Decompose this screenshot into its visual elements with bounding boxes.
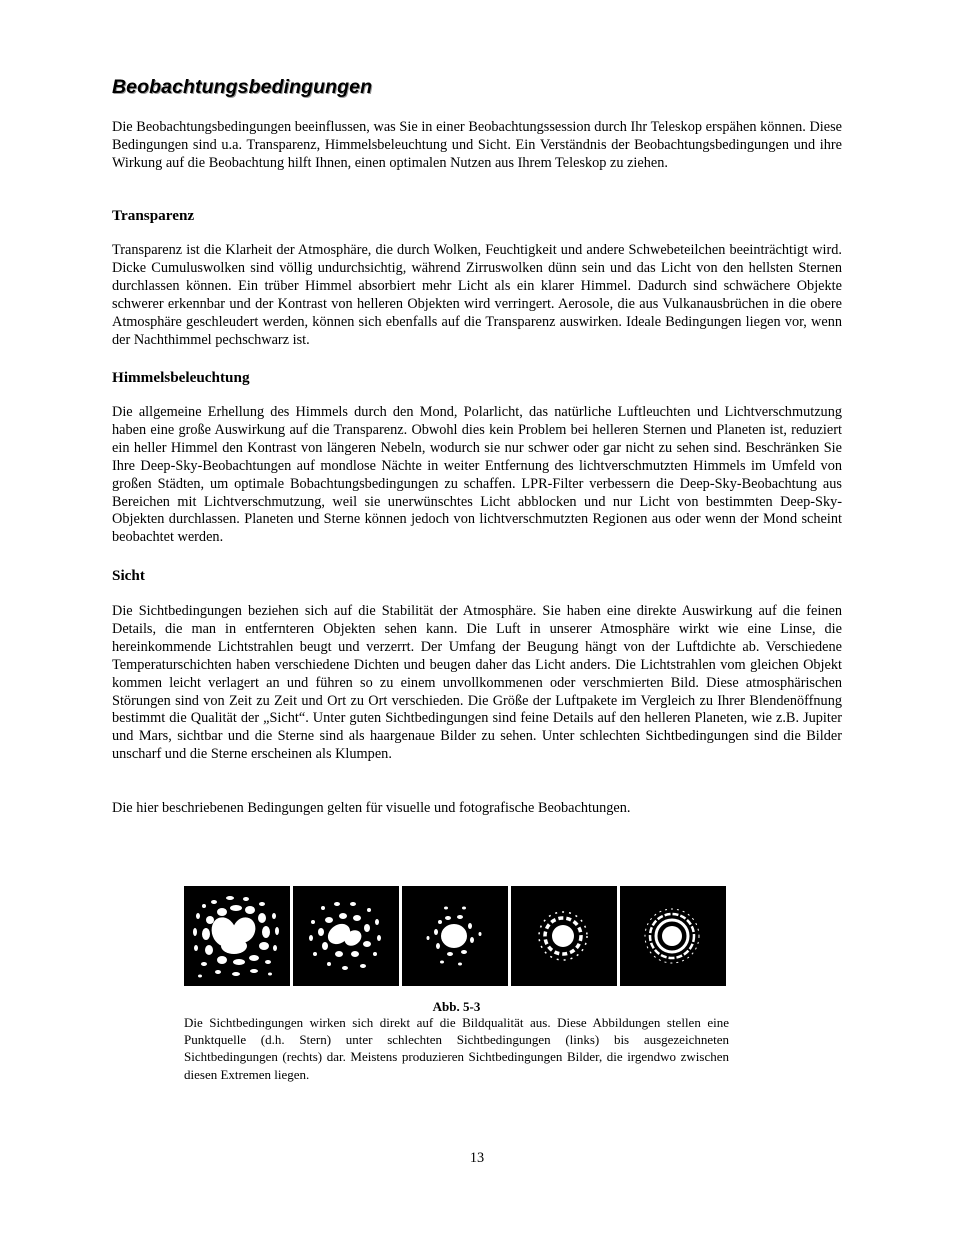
star-image-good-seeing-icon	[511, 886, 617, 986]
section-heading-sicht: Sicht	[112, 567, 145, 584]
seeing-figure	[184, 886, 726, 988]
closing-paragraph: Die hier beschriebenen Bedingungen gelten für visuelle und fotografische Beobachtungen.	[112, 800, 631, 816]
intro-paragraph: Die Beobachtungsbedingungen beeinflussen, was Sie in einer Beobachtungssession durch Ihr Teleskop erspähen können. Diese Bedingungen sind u.a. Transparenz, Himmelsbeleuchtung und Sicht. Ein Verständnis der Beobachtungsbedingungen und ihre Wirkung auf die Beobachtung hilft Ihnen, einen optimalen Nutzen aus Ihrem Teleskop zu ziehen.	[112, 119, 842, 171]
poor-seeing-svg	[184, 886, 290, 986]
good-seeing-svg	[511, 886, 617, 986]
star-image-excellent-seeing-icon	[620, 886, 726, 986]
figure-caption: Die Sichtbedingungen wirken sich direkt auf die Bildqualität aus. Diese Abbildungen stellen eine Punktquelle (d.h. Stern) unter schlechten Sichtbedingungen (links) bis ausgezeichneten Sichtbedingungen (rechts) dar. Meistens produzieren Sichtbedingungen Bilder, die irgendwo zwischen diesen Extremen liegen.	[184, 1015, 729, 1082]
page-number: 13	[469, 1150, 485, 1166]
figure-label: Abb. 5-3	[432, 999, 481, 1014]
bad-seeing-svg	[293, 886, 399, 986]
star-image-bad-seeing-icon	[293, 886, 399, 986]
section-text-himmelsbeleuchtung: Die allgemeine Erhellung des Himmels durch den Mond, Polarlicht, das natürliche Luftleuchten und Lichtverschmutzung haben eine große Auswirkung auf die Transparenz. Obwohl dies kein Problem bei helleren Sternen und Planeten ist, reduziert ein heller Himmel den Kontrast von längeren Nebeln, wodurch sie nur schwer oder gar nicht zu sehen sind. Beschränken Sie Ihre Deep-Sky-Beobachtungen auf mondlose Nächte in weiter Entfernung des lichtverschmutzten Himmels im Umfeld von großen Städten, um optimale Bobachtungsbedingungen zu schaffen. LPR-Filter verbessern die Deep-Sky-Beobachtung aus Bereichen mit Lichtverschmutzung, weil sie unerwünschtes Licht abblocken und nur Licht von bestimmten Deep-Sky-Objekten durchlassen. Planeten und Sterne können jedoch von lichtverschmutzten Regionen aus oder wenn der Mond scheint beobachtet werden.	[112, 404, 842, 546]
section-heading-transparenz: Transparenz	[112, 207, 195, 224]
section-heading-himmelsbeleuchtung: Himmelsbeleuchtung	[112, 369, 250, 386]
page-title: Beobachtungsbedingungen	[112, 76, 373, 98]
section-text-transparenz: Transparenz ist die Klarheit der Atmosphäre, die durch Wolken, Feuchtigkeit und andere Schwebeteilchen beeinträchtigt wird. Dicke Cumuluswolken sind völlig undurchsichtig, während Zirruswolken dünn sein und das Licht von den hellsten Sternen durchlassen können. Ein trüber Himmel absorbiert mehr Licht als ein klarer Himmel. Dadurch sind schwächere Objekte schwerer erkennbar und der Kontrast von helleren Objekten wird verringert. Aerosole, die aus Vulkanausbrüchen in die obere Atmosphäre geschleudert werden, können sich ebenfalls auf die Transparenz auswirken. Ideale Bedingungen liegen vor, wenn der Nachthimmel pechschwarz ist.	[112, 242, 842, 348]
section-text-sicht: Die Sichtbedingungen beziehen sich auf die Stabilität der Atmosphäre. Sie haben eine direkte Auswirkung auf die feinen Details, die man in entfernteren Objekten sehen kann. Die Luft in unserer Atmosphäre wirkt wie eine Linse, die hereinkommende Lichtstrahlen beugt und verzerrt. Der Umfang der Beugung hängt von der Luftdichte ab. Verschiedene Temperaturschichten haben verschiedene Dichten und beugen daher das Licht anders. Die Lichtstrahlen vom gleichen Objekt kommen leicht verlagert an und führen so zu einem unvollkommenen oder verschmierten Bild. Diese atmosphärischen Störungen sind von Zeit zu Zeit und Ort zu Ort verschieden. Die Größe der Luftpakete im Vergleich zu Ihrer Blendenöffnung bestimmt die Qualität der „Sicht“. Unter guten Sichtbedingungen sind feine Details auf den helleren Planeten, wie z.B. Jupiter und Mars, sichtbar und die Sterne sind als haargenaue Bilder zu sehen. Unter schlechten Sichtbedingungen sind die Bilder unscharf und die Sterne erscheinen als Klumpen.	[112, 603, 842, 763]
excellent-seeing-svg	[620, 886, 726, 986]
fair-seeing-svg	[402, 886, 508, 986]
star-image-poor-seeing-icon	[184, 886, 290, 986]
star-image-fair-seeing-icon	[402, 886, 508, 986]
